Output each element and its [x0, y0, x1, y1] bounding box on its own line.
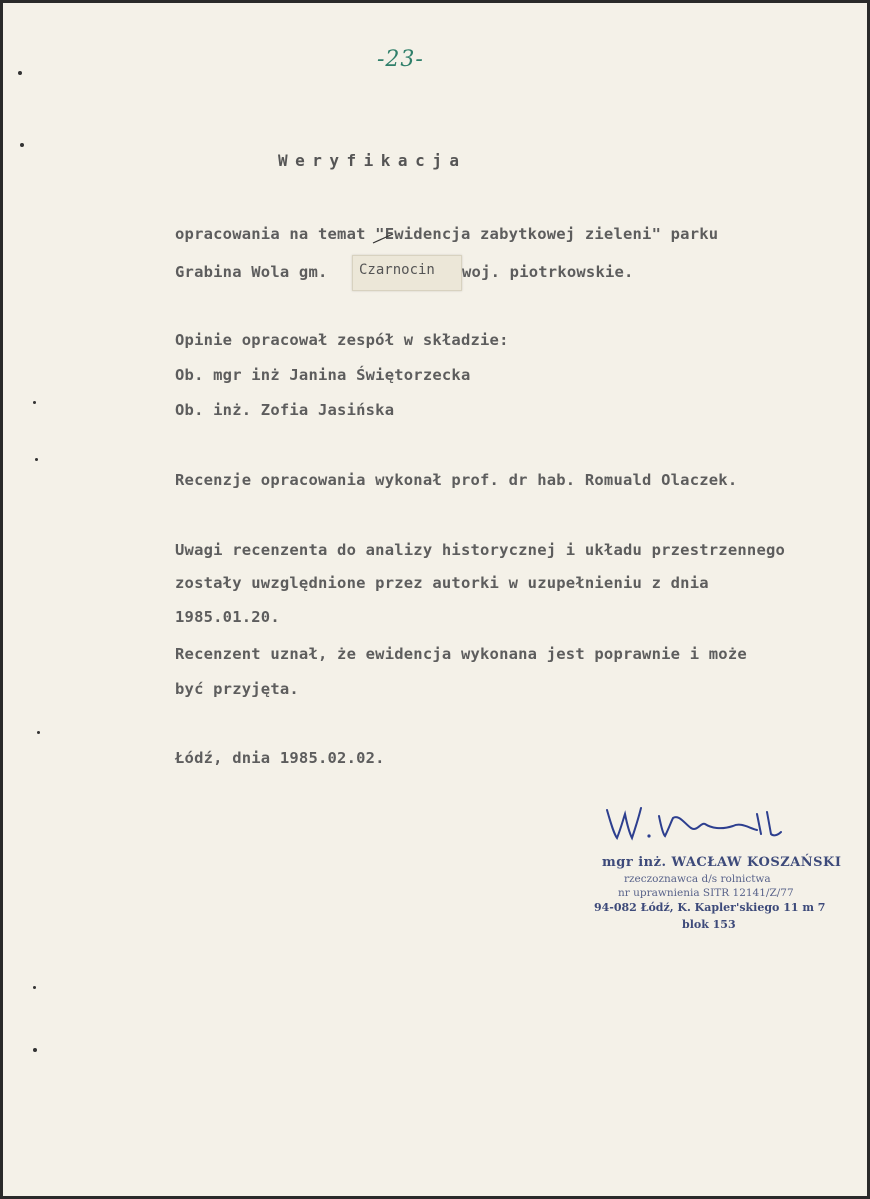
margin-mark — [33, 1048, 37, 1052]
page-number: -23- — [377, 47, 424, 72]
team-member-2: Ob. inż. Zofia Jasińska — [175, 401, 395, 419]
correction-mark — [371, 231, 397, 245]
document-title: Weryfikacja — [278, 151, 467, 170]
official-stamp — [594, 851, 842, 941]
place-and-date: Łódź, dnia 1985.02.02. — [175, 749, 385, 767]
stamp-name: mgr inż. WACŁAW KOSZAŃSKI — [602, 855, 842, 870]
stamp-license: nr uprawnienia SITR 12141/Z/77 — [618, 887, 794, 899]
remarks-line-1: Uwagi recenzenta do analizy historycznej i układu przestrzennego — [175, 541, 786, 559]
pasted-correction-text: Czarnocin — [359, 262, 435, 278]
acceptance-line-2: być przyjęta. — [175, 680, 299, 698]
review-line: Recenzje opracowania wykonał prof. dr hab. Romuald Olaczek. — [175, 471, 738, 489]
handwritten-signature — [601, 798, 801, 848]
team-intro: Opinie opracował zespół w składzie: — [175, 331, 509, 349]
remarks-line-3: 1985.01.20. — [175, 608, 280, 626]
margin-mark — [35, 458, 38, 461]
document-page — [3, 3, 867, 1196]
pasted-correction-slip — [352, 255, 462, 291]
team-member-1: Ob. mgr inż Janina Świętorzecka — [175, 366, 471, 384]
margin-mark — [20, 143, 24, 147]
body-line-2-start: Grabina Wola gm. — [175, 263, 328, 281]
stamp-role: rzeczoznawca d/s rolnictwa — [624, 873, 771, 885]
margin-mark — [33, 986, 36, 989]
margin-mark — [18, 71, 22, 75]
stamp-address: 94-082 Łódź, K. Kapler'skiego 11 m 7 — [594, 901, 826, 914]
margin-mark — [33, 401, 36, 404]
acceptance-line-1: Recenzent uznał, że ewidencja wykonana jest poprawnie i może — [175, 645, 747, 663]
body-line-1: opracowania na temat "Ewidencja zabytkowej zieleni" parku — [175, 225, 719, 243]
body-line-2-end: woj. piotrkowskie. — [462, 263, 634, 281]
margin-mark — [37, 731, 40, 734]
remarks-line-2: zostały uwzględnione przez autorki w uzupełnieniu z dnia — [175, 574, 709, 592]
stamp-block: blok 153 — [682, 918, 736, 931]
